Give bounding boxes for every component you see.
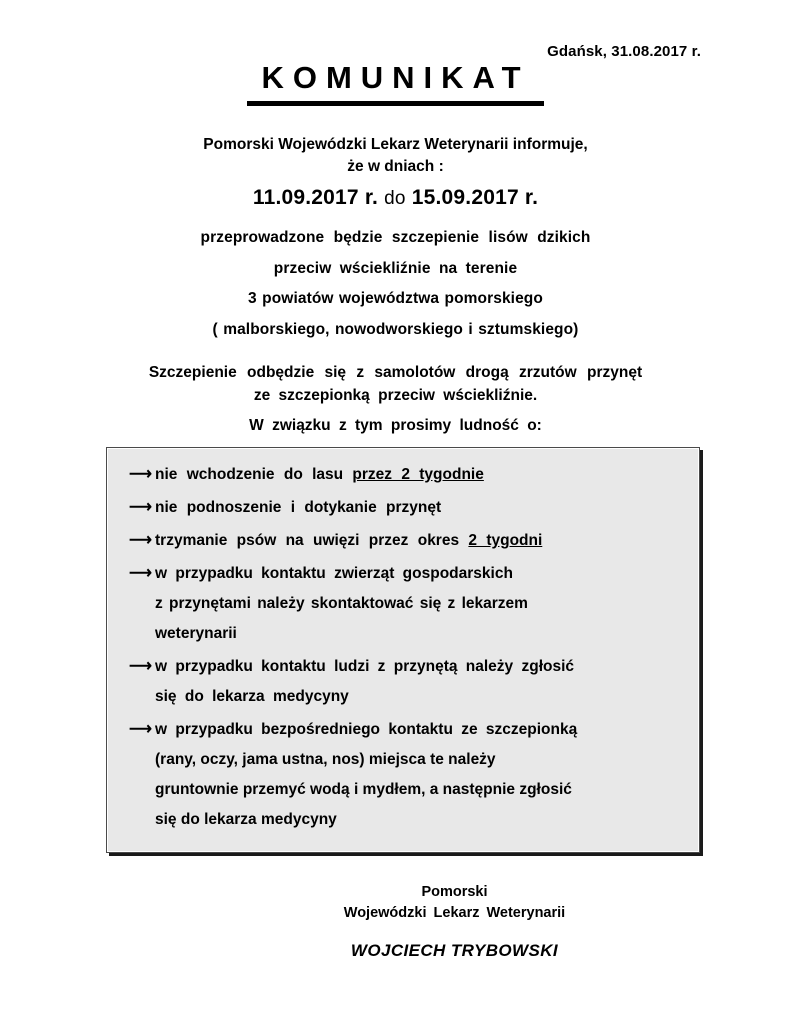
body-line-3: 3 powiatów województwa pomorskiego <box>248 290 543 307</box>
list-item-line: w przypadku kontaktu zwierząt gospodarskich <box>155 565 513 582</box>
request-paragraph: W związku z tym prosimy ludność o: <box>249 417 542 434</box>
signature-block <box>0 882 791 961</box>
signature-title-line-1: Pomorski <box>421 884 488 900</box>
signatory-name: WOJCIECH TRYBOWSKI <box>350 941 559 961</box>
list-item-line: (rany, oczy, jama ustna, nos) miejsca te należy <box>155 751 496 768</box>
body-line-2: przeciw wściekliźnie na terenie <box>273 259 518 277</box>
list-item <box>117 493 689 523</box>
list-item-line: nie podnoszenie i dotykanie przynęt <box>155 499 442 516</box>
arrow-right-icon: ⟶ <box>129 721 152 738</box>
list-item <box>117 715 689 835</box>
list-item-line: z przynętami należy skontaktować się z lekarzem <box>155 595 528 612</box>
list-item-line: gruntownie przemyć wodą i mydłem, a następnie zgłosić <box>155 781 572 798</box>
list-item-line: weterynarii <box>155 625 237 642</box>
list-item-line: się do lekarza medycyny <box>155 811 337 828</box>
list-item-line <box>155 460 689 490</box>
body-block <box>0 230 791 352</box>
arrow-right-icon: ⟶ <box>129 658 152 675</box>
list-item-text: nie wchodzenie do lasu <box>155 466 353 483</box>
body-line-1: przeprowadzone będzie szczepienie lisów dzikich <box>200 229 591 246</box>
arrow-right-icon: ⟶ <box>129 499 152 516</box>
page-title-wrapper <box>0 62 791 106</box>
method-paragraph <box>0 361 791 408</box>
place-and-date: Gdańsk, 31.08.2017 r. <box>547 43 701 60</box>
date-from: 11.09.2017 r. <box>252 186 379 209</box>
list-item-line <box>155 526 689 556</box>
page-title: KOMUNIKAT <box>247 62 543 106</box>
intro-line-2: że w dniach : <box>347 158 444 176</box>
method-line-2: ze szczepionką przeciw wściekliźnie. <box>253 387 538 405</box>
list-item <box>117 460 689 490</box>
instructions-box <box>106 447 700 853</box>
arrow-right-icon: ⟶ <box>129 466 152 483</box>
signature-title-line-2: Wojewódzki Lekarz Weterynarii <box>343 905 566 922</box>
date-separator: do <box>384 188 406 209</box>
arrow-right-icon: ⟶ <box>129 565 152 582</box>
vaccination-date-range <box>0 186 791 210</box>
arrow-right-icon: ⟶ <box>129 532 152 549</box>
intro-block <box>0 134 791 179</box>
list-item-text: trzymanie psów na uwięzi przez okres <box>155 532 469 549</box>
list-item-line: w przypadku kontaktu ludzi z przynętą należy zgłosić <box>155 658 575 675</box>
list-item-emphasis: przez 2 tygodnie <box>352 466 484 483</box>
date-to: 15.09.2017 r. <box>411 186 539 209</box>
list-item-line: się do lekarza medycyny <box>155 688 349 705</box>
intro-line-1: Pomorski Wojewódzki Lekarz Weterynarii informuje, <box>203 136 588 153</box>
list-item-emphasis: 2 tygodni <box>468 532 543 549</box>
list-item <box>117 652 689 712</box>
body-line-4: ( malborskiego, nowodworskiego i sztumskiego) <box>212 320 579 338</box>
list-item-line: w przypadku bezpośredniego kontaktu ze szczepionką <box>155 721 578 738</box>
list-item <box>117 526 689 556</box>
method-line-1: Szczepienie odbędzie się z samolotów drogą zrzutów przynęt <box>148 364 643 381</box>
list-item <box>117 559 689 649</box>
signature-inner <box>344 882 565 961</box>
